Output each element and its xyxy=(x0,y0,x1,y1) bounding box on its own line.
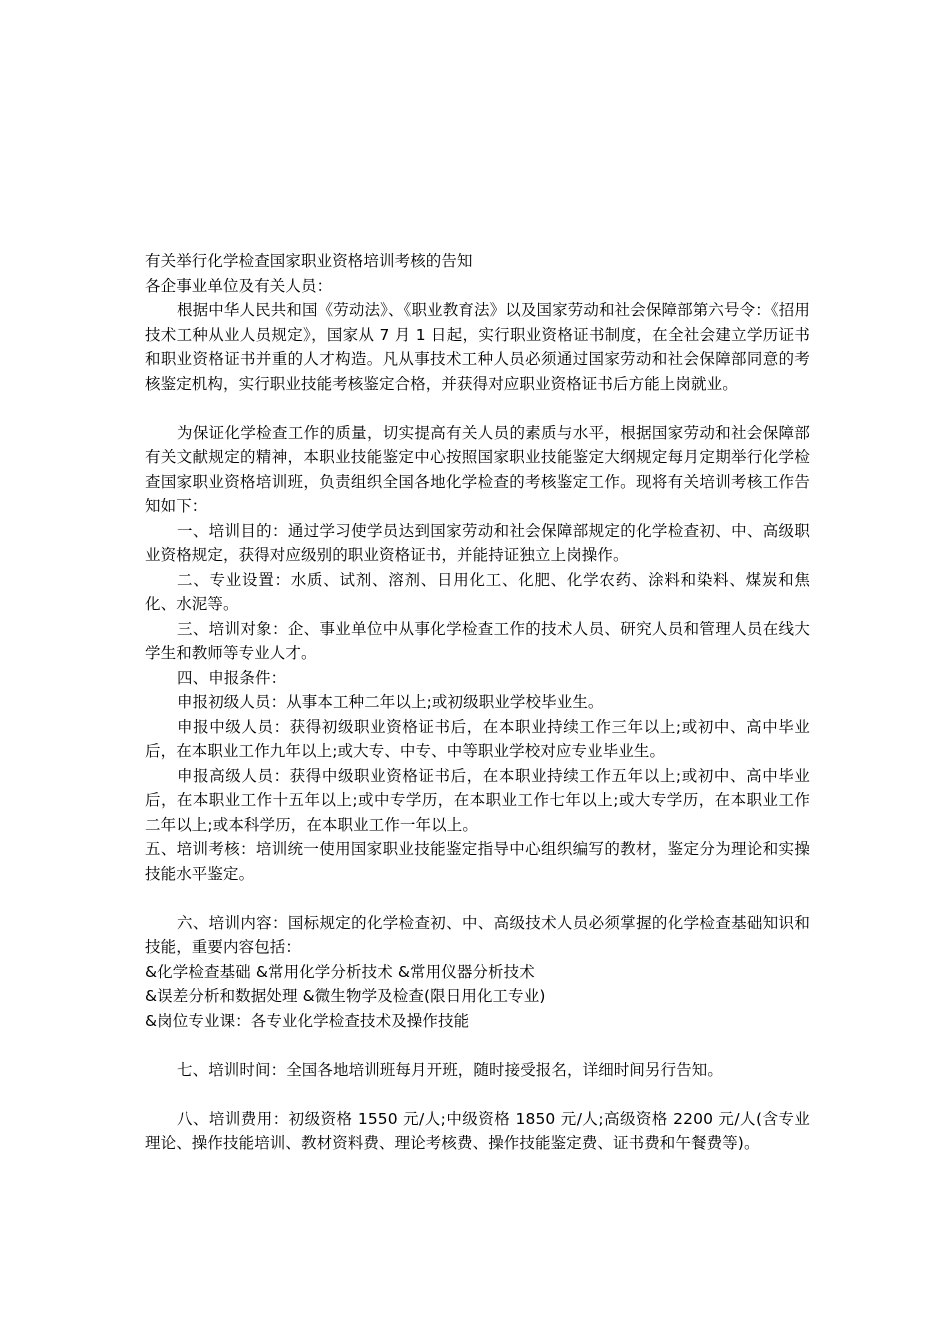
section-schedule: 七、培训时间：全国各地培训班每月开班，随时接受报名，详细时间另行告知。 xyxy=(177,1060,724,1079)
section-trainees: 三、培训对象：企、事业单位中从事化学检查工作的技术人员、研究人员和管理人员在线大学生和教师等专业人才。 xyxy=(145,619,810,662)
document-body xyxy=(145,249,810,1156)
section-assessment: 五、培训考核：培训统一使用国家职业技能鉴定指导中心组织编写的教材，鉴定分为理论和实操技能水平鉴定。 xyxy=(145,840,810,883)
section-content: 六、培训内容：国标规定的化学检查初、中、高级技术人员必须掌握的化学检查基础知识和技能，重要内容包括： xyxy=(145,913,810,956)
blank-line xyxy=(145,1082,810,1107)
requirement-intermediate: 申报中级人员：获得初级职业资格证书后，在本职业持续工作三年以上;或初中、高中毕业后，在本职业工作九年以上;或大专、中专、中等职业学校对应专业毕业生。 xyxy=(145,717,810,760)
blank-line xyxy=(145,396,810,421)
section-training-goal: 一、培训目的：通过学习使学员达到国家劳动和社会保障部规定的化学检查初、中、高级职业资格规定，获得对应级别的职业资格证书，并能持证独立上岗操作。 xyxy=(145,521,810,564)
content-item-3: &岗位专业课：各专业化学检查技术及操作技能 xyxy=(145,1011,470,1030)
document-title: 有关举行化学检查国家职业资格培训考核的告知 xyxy=(145,252,473,270)
paragraph-legal-basis: 根据中华人民共和国《劳动法》、《职业教育法》以及国家劳动和社会保障部第六号令：《招用技术工种从业人员规定》，国家从 7 月 1 日起，实行职业资格证书制度，在全社会建立学历证书和职业资格证书并重的人才构造。凡从事技术工种人员必须通过国家劳动和社会保障部同意的考核鉴定机构，实行职业技能考核鉴定合格，并获得对应职业资格证书后方能上岗就业。 xyxy=(145,301,810,393)
salutation: 各企事业单位及有关人员： xyxy=(145,276,333,295)
section-fees: 八、培训费用：初级资格 1550 元/人;中级资格 1850 元/人;高级资格 2200 元/人(含专业理论、操作技能培训、教材资料费、理论考核费、操作技能鉴定费、证书费和午餐费等)。 xyxy=(145,1109,810,1152)
paragraph-purpose: 为保证化学检查工作的质量，切实提高有关人员的素质与水平，根据国家劳动和社会保障部有关文献规定的精神，本职业技能鉴定中心按照国家职业技能鉴定大纲规定每月定期举行化学检查国家职业资格培训班，负责组织全国各地化学检查的考核鉴定工作。现将有关培训考核工作告知如下： xyxy=(145,423,810,515)
content-item-2: &误差分析和数据处理 &微生物学及检查(限日用化工专业) xyxy=(145,987,546,1005)
content-item-1: &化学检查基础 &常用化学分析技术 &常用仪器分析技术 xyxy=(145,962,535,981)
blank-line xyxy=(145,1033,810,1058)
section-requirements: 四、申报条件： xyxy=(177,668,287,687)
blank-line xyxy=(145,886,810,911)
requirement-senior: 申报高级人员：获得中级职业资格证书后，在本职业持续工作五年以上;或初中、高中毕业后，在本职业工作十五年以上;或中专学历，在本职业工作七年以上;或大专学历，在本职业工作二年以上;或本科学历，在本职业工作一年以上。 xyxy=(145,766,810,834)
section-specialties: 二、专业设置：水质、试剂、溶剂、日用化工、化肥、化学农药、涂料和染料、煤炭和焦化、水泥等。 xyxy=(145,570,810,613)
requirement-junior: 申报初级人员：从事本工种二年以上;或初级职业学校毕业生。 xyxy=(177,693,604,711)
